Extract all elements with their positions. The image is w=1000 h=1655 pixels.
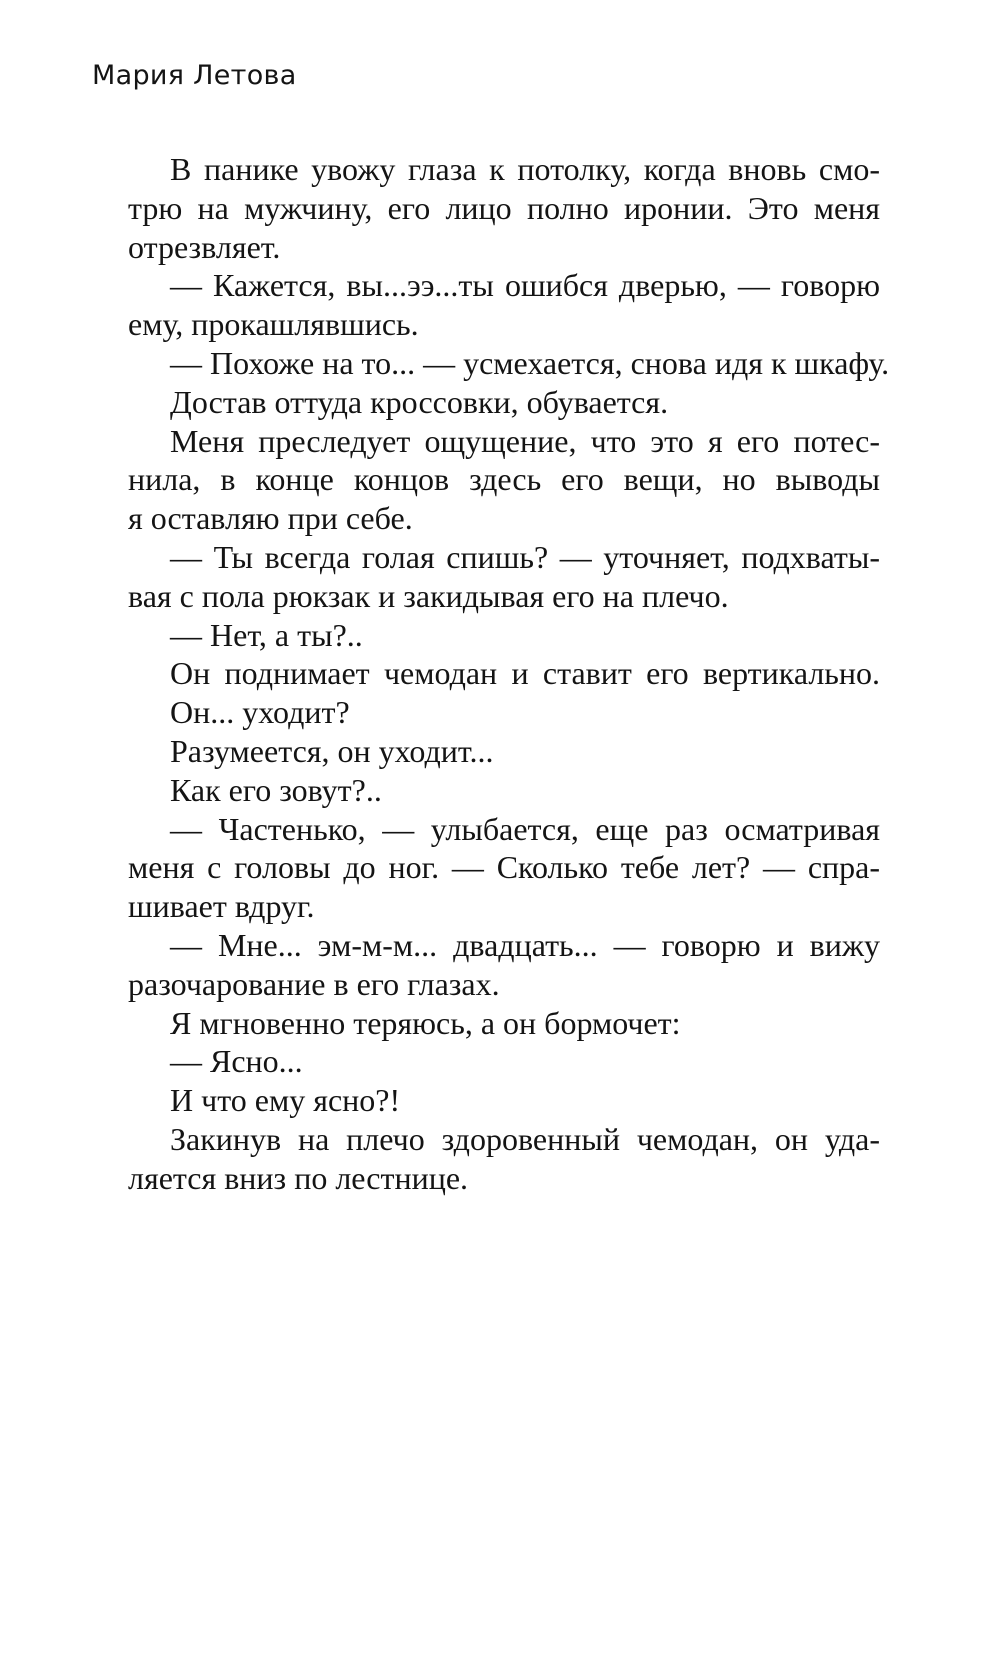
text-line: Закинув на плечо здоровенный чемодан, он уда-: [170, 1120, 880, 1157]
text-line: — Нет, а ты?..: [170, 616, 363, 653]
text-line: ему, прокашлявшись.: [128, 306, 419, 343]
text-line: шивает вдруг.: [128, 888, 315, 925]
text-line: я оставляю при себе.: [128, 500, 413, 537]
text-line: вая с пола рюкзак и закидывая его на плечо.: [128, 577, 729, 614]
text-line: — Похоже на то... — усмехается, снова идя к шкафу.: [170, 344, 890, 381]
text-line: Достав оттуда кроссовки, обувается.: [170, 383, 669, 420]
text-line: — Кажется, вы...ээ...ты ошибся дверью, — говорю: [170, 267, 880, 304]
text-line: — Мне... эм-м-м... двадцать... — говорю и вижу: [170, 926, 880, 963]
text-line: Меня преследует ощущение, что это я его потес-: [170, 422, 880, 459]
body-text: [128, 150, 890, 1198]
text-line: Он... уходит?: [170, 694, 350, 731]
text-line: ляется вниз по лестнице.: [128, 1159, 469, 1196]
text-line: разочарование в его глазах.: [128, 965, 500, 1002]
text-line: И что ему ясно?!: [170, 1082, 401, 1119]
text-line: отрезвляет.: [128, 228, 281, 265]
text-line: В панике увожу глаза к потолку, когда вновь смо-: [170, 151, 880, 187]
text-line: нила, в конце концов здесь его вещи, но выводы: [128, 461, 880, 498]
text-line: Как его зовут?..: [170, 771, 382, 808]
running-head-author: Мария Летова: [92, 60, 297, 91]
text-line: — Ты всегда голая спишь? — уточняет, подхваты-: [170, 538, 880, 575]
text-line: — Ясно...: [170, 1043, 303, 1080]
text-line: меня с головы до ног. — Сколько тебе лет? — спра-: [128, 849, 880, 886]
text-line: Он поднимает чемодан и ставит его вертикально.: [170, 655, 880, 692]
text-line: Разумеется, он уходит...: [170, 732, 494, 769]
text-line: — Частенько, — улыбается, еще раз осматривая: [170, 810, 880, 847]
text-line: трю на мужчину, его лицо полно иронии. Это меня: [128, 189, 880, 226]
text-line: Я мгновенно теряюсь, а он бормочет:: [170, 1004, 681, 1041]
